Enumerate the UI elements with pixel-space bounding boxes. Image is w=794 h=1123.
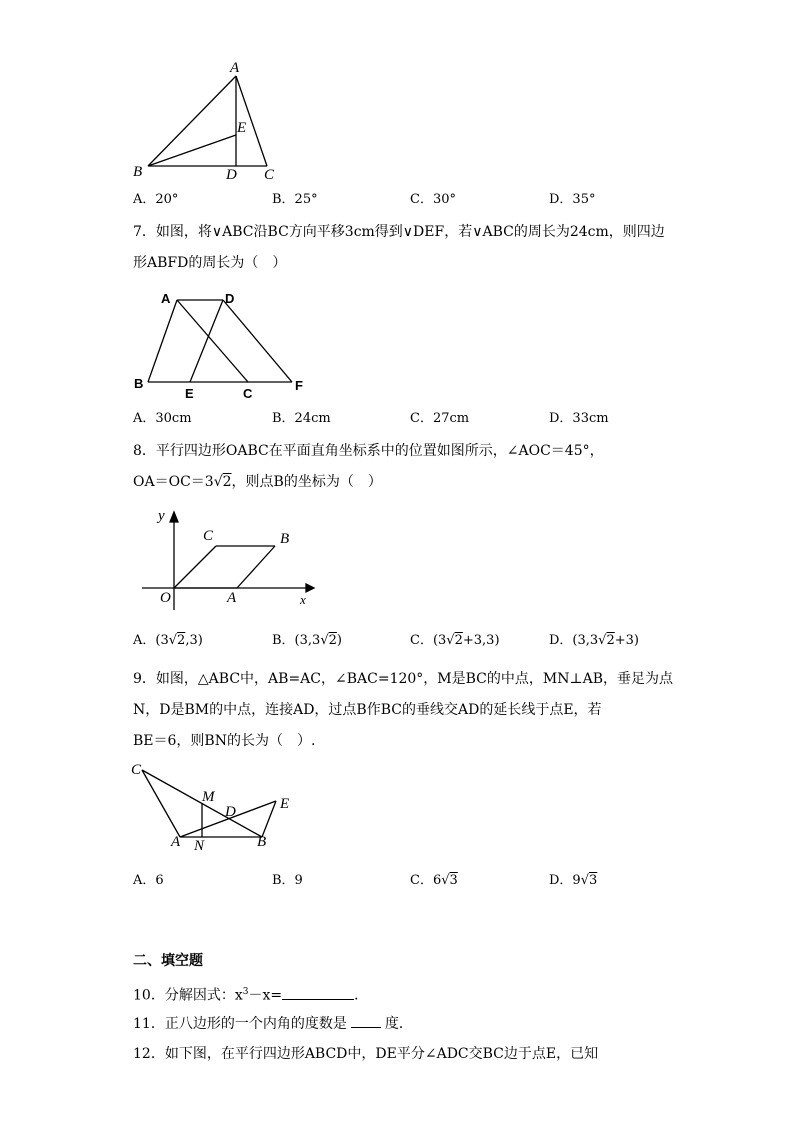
- q9-option-a[interactable]: [133, 871, 164, 891]
- q7-label-D: D: [225, 291, 235, 306]
- sqrt-sign-icon: √: [320, 633, 329, 648]
- q8-option-d-pre: D．(3,3: [549, 633, 599, 648]
- q9-stem-line1: 9．如图，△ABC中，AB=AC，∠BAC=120°，M是BC的中点，MN⊥AB，垂足为点: [133, 671, 674, 687]
- q8-option-b[interactable]: [272, 631, 342, 651]
- q9-option-d[interactable]: [549, 871, 597, 891]
- q11-answer-blank[interactable]: [351, 1013, 381, 1028]
- q7-label-F: F: [295, 378, 303, 393]
- q8-option-b-pre: B．(3,3: [272, 633, 321, 648]
- q9-stem-line3: BE＝6，则BN的长为（ ）.: [133, 733, 316, 749]
- q7-option-d[interactable]: D．33cm: [549, 411, 609, 426]
- q8-side-AB: [237, 546, 275, 588]
- q8-stem-line2: [133, 472, 382, 492]
- q8-label-A: A: [227, 590, 237, 606]
- q8-option-d-sqrt: 2: [606, 633, 615, 648]
- sqrt-sign-icon: √: [580, 873, 589, 888]
- q8-option-b-sqrt: 2: [328, 633, 337, 648]
- q8-stem-line1: 8．平行四边形OABC在平面直角坐标系中的位置如图所示，∠AOC＝45°，: [133, 443, 604, 459]
- q7-side-AC: [177, 300, 248, 382]
- sqrt-sign-icon: √: [598, 633, 607, 648]
- q7-label-E: E: [185, 386, 194, 401]
- q6-option-a[interactable]: A．20°: [133, 192, 179, 207]
- q8-label-C: C: [203, 528, 214, 544]
- q6-option-d[interactable]: D．35°: [549, 192, 596, 207]
- q6-option-b[interactable]: B．25°: [272, 192, 318, 207]
- section-heading-fill-in: 二、填空题: [133, 952, 203, 968]
- q7-option-b[interactable]: B．24cm: [272, 411, 331, 426]
- q7-label-B: B: [134, 376, 144, 391]
- q9-label-M: M: [202, 789, 215, 805]
- q7-side-DF: [223, 300, 292, 382]
- q9-option-b-text: B．9: [272, 873, 303, 888]
- q9-segment-BE: [262, 801, 276, 837]
- q9-option-c-pre: C．6: [410, 873, 442, 888]
- q9-option-a-text: A．6: [133, 873, 164, 888]
- q8-label-B: B: [280, 531, 290, 547]
- q7-side-AB: [148, 300, 177, 382]
- q7-option-c[interactable]: C．27cm: [410, 411, 470, 426]
- q6-side-AB: [148, 76, 236, 166]
- q9-label-N: N: [194, 838, 205, 854]
- sqrt-sign-icon: √: [168, 633, 178, 648]
- q6-label-A: A: [230, 60, 240, 76]
- q8-stem-sqrt: 2: [222, 474, 232, 490]
- q9-option-c-sqrt: 3: [449, 873, 458, 888]
- q10-stem: [133, 982, 368, 1006]
- q8-option-c-pre: C．(3: [410, 633, 447, 648]
- q9-label-B: B: [257, 834, 267, 850]
- sqrt-sign-icon: √: [441, 873, 450, 888]
- q10-answer-blank[interactable]: [282, 985, 354, 1000]
- q9-figure: [130, 762, 300, 852]
- q7-label-A: A: [161, 291, 171, 306]
- q8-stem-line2-post: ，则点B的坐标为（ ）: [231, 474, 382, 490]
- q6-label-E: E: [237, 120, 247, 136]
- q8-option-a-sqrt: 2: [177, 633, 186, 648]
- q9-label-C: C: [131, 762, 142, 778]
- q9-option-d-pre: D．9: [549, 873, 581, 888]
- q11-stem-post: 度．: [384, 1016, 413, 1032]
- q9-label-D: D: [225, 804, 236, 820]
- q11-stem: [133, 1013, 413, 1034]
- q7-figure: [130, 288, 310, 408]
- q9-option-b[interactable]: [272, 871, 303, 891]
- q6-label-C: C: [264, 167, 275, 183]
- sqrt-sign-icon: √: [213, 474, 223, 490]
- q8-option-c-sqrt: 2: [454, 633, 463, 648]
- q8-option-c[interactable]: [410, 631, 500, 651]
- x-axis-arrow-icon: [306, 584, 314, 592]
- q10-superscript: 3: [242, 987, 249, 997]
- q8-option-d-post: +3): [614, 633, 639, 648]
- q8-option-d[interactable]: [549, 631, 639, 651]
- q9-stem-line2: N，D是BM的中点，连接AD，过点B作BC的垂线交AD的延长线于点E，若: [133, 702, 602, 718]
- q7-side-DE: [190, 300, 223, 382]
- q8-label-x: x: [300, 592, 306, 607]
- q8-option-a-post: ,3): [185, 633, 203, 648]
- q8-label-O: O: [160, 590, 171, 606]
- q9-label-E: E: [280, 796, 290, 812]
- q9-option-d-sqrt: 3: [589, 873, 598, 888]
- q10-stem-mid: －x=: [248, 987, 283, 1004]
- q7-label-C: C: [243, 386, 253, 401]
- q8-option-a-pre: A．(3: [133, 633, 169, 648]
- y-axis-arrow-icon: [170, 512, 178, 522]
- q9-label-A: A: [171, 834, 181, 850]
- q7-stem-line1: 7．如图，将∨ABC沿BC方向平移3cm得到∨DEF，若∨ABC的周长为24cm，则四边: [133, 224, 665, 240]
- q8-option-b-post: ): [336, 633, 342, 648]
- q12-stem-line1: 12．如下图，在平行四边形ABCD中，DE平分∠ADC交BC边于点E，已知: [133, 1046, 599, 1062]
- q8-option-a[interactable]: [133, 631, 203, 651]
- q6-segment-BE: [148, 135, 236, 166]
- q8-stem-line2-pre: OA＝OC＝3: [133, 474, 214, 490]
- q6-label-D: D: [226, 167, 237, 183]
- q6-option-c[interactable]: C．30°: [410, 192, 456, 207]
- q8-option-c-post: +3,3): [462, 633, 500, 648]
- q10-stem-post: ．: [354, 987, 369, 1004]
- q6-label-B: B: [133, 164, 143, 180]
- q11-stem-pre: 11．正八边形的一个内角的度数是: [133, 1016, 347, 1032]
- q8-label-y: y: [158, 508, 165, 524]
- q10-stem-pre: 10．分解因式：x: [133, 987, 243, 1004]
- q6-figure: [140, 58, 280, 188]
- q8-side-OC: [174, 546, 216, 588]
- q9-option-c[interactable]: [410, 871, 458, 891]
- q7-option-a[interactable]: A．30cm: [133, 411, 192, 426]
- q7-stem-line2: 形ABFD的周长为（ ）: [133, 255, 287, 271]
- sqrt-sign-icon: √: [446, 633, 455, 648]
